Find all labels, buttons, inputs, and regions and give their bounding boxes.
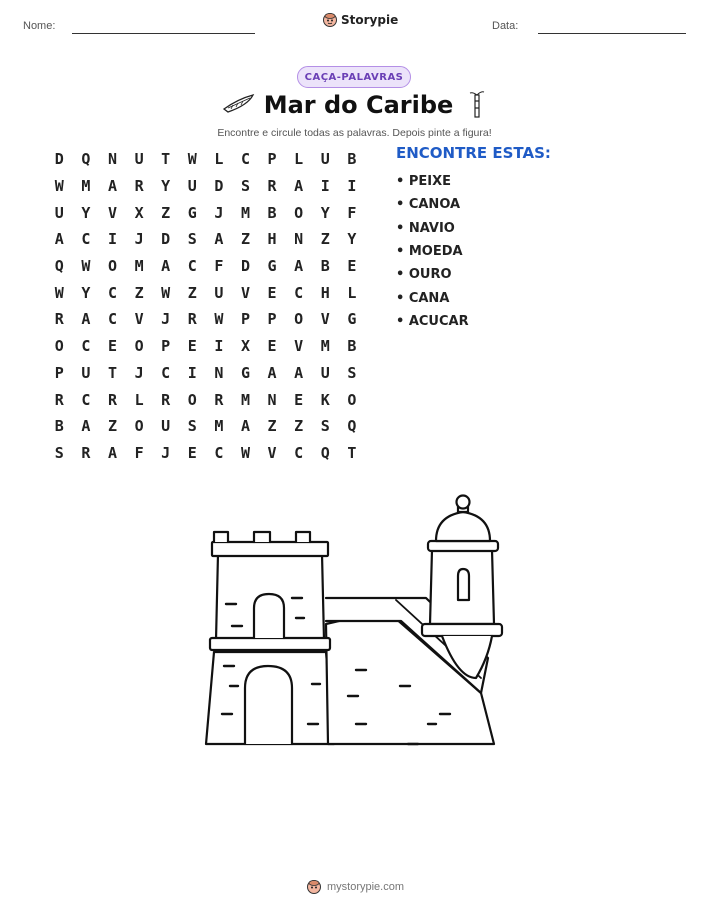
grid-letter[interactable]: P [54,363,64,382]
grid-letter[interactable]: W [240,443,250,462]
grid-letter[interactable]: P [267,310,277,329]
grid-row [46,173,368,200]
grid-letter[interactable]: C [107,310,117,329]
grid-row [46,386,368,413]
grid-letter[interactable]: R [187,310,197,329]
grid-letter[interactable]: A [294,177,304,196]
grid-letter[interactable]: X [134,203,144,222]
grid-letter[interactable]: U [134,150,144,169]
grid-letter[interactable]: C [214,443,224,462]
grid-letter[interactable]: Z [107,417,117,436]
grid-letter[interactable]: P [267,150,277,169]
grid-letter[interactable]: W [54,177,64,196]
canoe-icon [222,91,256,117]
grid-letter[interactable]: R [134,177,144,196]
grid-letter[interactable]: Q [347,417,357,436]
grid-letter[interactable]: W [81,257,91,276]
grid-letter[interactable]: B [54,417,64,436]
grid-letter[interactable]: W [161,283,171,302]
grid-letter[interactable]: C [81,337,91,356]
grid-letter[interactable]: V [107,203,117,222]
grid-letter[interactable]: V [267,443,277,462]
grid-letter[interactable]: Q [320,443,330,462]
grid-letter[interactable]: Z [320,230,330,249]
activity-badge: CAÇA-PALAVRAS [297,66,411,88]
grid-letter[interactable]: F [134,443,144,462]
grid-letter[interactable]: S [320,417,330,436]
grid-letter[interactable]: I [187,363,197,382]
grid-letter[interactable]: B [320,257,330,276]
grid-letter[interactable]: Y [347,230,357,249]
date-line [538,33,686,34]
grid-letter[interactable]: D [161,230,171,249]
grid-letter[interactable]: U [214,283,224,302]
grid-row [46,360,368,387]
grid-letter[interactable]: M [81,177,91,196]
grid-letter[interactable]: Z [240,230,250,249]
grid-letter[interactable]: C [187,257,197,276]
grid-letter[interactable]: V [134,310,144,329]
grid-letter[interactable]: D [240,257,250,276]
main-door [245,666,292,744]
grid-letter[interactable]: R [54,390,64,409]
sentry-window [458,569,469,600]
grid-letter[interactable]: R [81,443,91,462]
grid-letter[interactable]: Z [187,283,197,302]
grid-letter[interactable]: C [107,283,117,302]
grid-letter[interactable]: P [240,310,250,329]
grid-letter[interactable]: B [267,203,277,222]
grid-letter[interactable]: A [54,230,64,249]
word-list-item: • MOEDA [396,244,463,260]
grid-letter[interactable]: M [214,417,224,436]
grid-letter[interactable]: Z [294,417,304,436]
fortress-illustration [196,488,506,752]
grid-letter[interactable]: E [107,337,117,356]
grid-letter[interactable]: N [294,230,304,249]
page-title-text: Mar do Caribe [263,91,454,119]
grid-letter[interactable]: I [214,337,224,356]
word-list [396,170,469,333]
grid-row [46,253,368,280]
word-list-item: • CANA [396,290,450,306]
grid-letter[interactable]: A [294,363,304,382]
grid-letter[interactable]: Y [161,177,171,196]
grid-letter[interactable]: A [294,257,304,276]
grid-letter[interactable]: T [161,150,171,169]
grid-letter[interactable]: S [347,363,357,382]
grid-letter[interactable]: M [134,257,144,276]
grid-letter[interactable]: I [320,177,330,196]
grid-letter[interactable]: U [81,363,91,382]
grid-letter[interactable]: O [134,337,144,356]
grid-row [46,199,368,226]
grid-letter[interactable]: C [161,363,171,382]
grid-letter[interactable]: A [267,363,277,382]
grid-letter[interactable]: D [214,177,224,196]
instructions: Encontre e circule todas as palavras. Depois pinte a figura! [217,127,492,139]
grid-letter[interactable]: Q [54,257,64,276]
grid-letter[interactable]: S [187,417,197,436]
grid-letter[interactable]: Z [161,203,171,222]
grid-letter[interactable]: T [347,443,357,462]
grid-letter[interactable]: O [54,337,64,356]
date-label: Data: [492,20,519,32]
grid-letter[interactable]: P [161,337,171,356]
grid-letter[interactable]: S [187,230,197,249]
grid-letter[interactable]: L [294,150,304,169]
grid-letter[interactable]: G [267,257,277,276]
word-list-item: • PEIXE [396,174,451,190]
grid-letter[interactable]: A [240,417,250,436]
grid-letter[interactable]: O [187,390,197,409]
grid-letter[interactable]: F [347,203,357,222]
grid-letter[interactable]: A [161,257,171,276]
grid-letter[interactable]: J [161,310,171,329]
grid-letter[interactable]: O [294,310,304,329]
grid-letter[interactable]: B [347,150,357,169]
grid-row [46,146,368,173]
grid-letter[interactable]: C [81,230,91,249]
grid-letter[interactable]: E [187,337,197,356]
grid-letter[interactable]: L [214,150,224,169]
grid-letter[interactable]: G [347,310,357,329]
grid-letter[interactable]: U [320,363,330,382]
grid-letter[interactable]: M [240,390,250,409]
word-list-item: • NAVIO [396,220,455,236]
grid-letter[interactable]: J [134,363,144,382]
grid-letter[interactable]: W [187,150,197,169]
grid-letter[interactable]: R [54,310,64,329]
grid-letter[interactable]: H [320,283,330,302]
grid-letter[interactable]: A [107,177,117,196]
grid-letter[interactable]: R [161,390,171,409]
grid-row [46,306,368,333]
grid-letter[interactable]: C [294,443,304,462]
grid-letter[interactable]: T [107,363,117,382]
grid-letter[interactable]: R [107,390,117,409]
word-list-item: • ACUCAR [396,313,469,329]
grid-letter[interactable]: Y [320,203,330,222]
grid-letter[interactable]: L [347,283,357,302]
grid-letter[interactable]: J [161,443,171,462]
grid-letter[interactable]: J [214,203,224,222]
tower-window [254,594,284,638]
grid-letter[interactable]: Z [267,417,277,436]
grid-row [46,226,368,253]
grid-letter[interactable]: O [107,257,117,276]
grid-letter[interactable]: C [294,283,304,302]
page-title [0,91,709,119]
grid-letter[interactable]: Y [81,283,91,302]
grid-letter[interactable]: U [320,150,330,169]
grid-letter[interactable]: A [81,310,91,329]
word-list-title: ENCONTRE ESTAS: [396,144,551,162]
grid-letter[interactable]: I [347,177,357,196]
grid-letter[interactable]: U [161,417,171,436]
grid-letter[interactable]: V [294,337,304,356]
grid-letter[interactable]: R [267,177,277,196]
grid-letter[interactable]: U [187,177,197,196]
grid-letter[interactable]: U [54,203,64,222]
grid-letter[interactable]: M [240,203,250,222]
grid-letter[interactable]: A [214,230,224,249]
grid-letter[interactable]: O [294,203,304,222]
grid-letter[interactable]: W [54,283,64,302]
name-line [72,33,255,34]
grid-letter[interactable]: V [240,283,250,302]
grid-letter[interactable]: L [134,390,144,409]
grid-letter[interactable]: R [214,390,224,409]
grid-letter[interactable]: Q [81,150,91,169]
grid-letter[interactable]: Y [81,203,91,222]
grid-letter[interactable]: Z [134,283,144,302]
grid-letter[interactable]: N [267,390,277,409]
sugarcane-icon [467,91,487,119]
storypie-logo [322,12,398,28]
storypie-mascot-icon [306,879,322,895]
name-label: Nome: [23,20,56,32]
grid-letter[interactable]: E [267,283,277,302]
tower-ledge [210,638,330,650]
grid-letter[interactable]: D [54,150,64,169]
grid-letter[interactable]: E [187,443,197,462]
grid-letter[interactable]: M [320,337,330,356]
logo-text: Storypie [341,13,399,27]
grid-row [46,440,368,467]
grid-letter[interactable]: A [81,417,91,436]
grid-letter[interactable]: G [187,203,197,222]
grid-letter[interactable]: G [240,363,250,382]
grid-letter[interactable]: K [320,390,330,409]
grid-row [46,333,368,360]
grid-letter[interactable]: B [347,337,357,356]
grid-letter[interactable]: N [107,150,117,169]
storypie-mascot-icon [322,12,338,28]
grid-letter[interactable]: N [214,363,224,382]
grid-letter[interactable]: O [134,417,144,436]
grid-letter[interactable]: E [294,390,304,409]
grid-letter[interactable]: I [107,230,117,249]
grid-letter[interactable]: O [347,390,357,409]
grid-letter[interactable]: J [134,230,144,249]
grid-letter[interactable]: F [214,257,224,276]
grid-letter[interactable]: V [320,310,330,329]
footer-url[interactable]: mystorypie.com [327,881,405,893]
grid-letter[interactable]: X [240,337,250,356]
grid-letter[interactable]: S [54,443,64,462]
grid-letter[interactable]: C [240,150,250,169]
grid-row [46,279,368,306]
word-list-item: • OURO [396,267,452,283]
grid-letter[interactable]: S [240,177,250,196]
grid-letter[interactable]: H [267,230,277,249]
footer [306,879,404,895]
grid-letter[interactable]: E [347,257,357,276]
grid-row [46,413,368,440]
grid-letter[interactable]: C [81,390,91,409]
grid-letter[interactable]: E [267,337,277,356]
grid-letter[interactable]: A [107,443,117,462]
grid-letter[interactable]: W [214,310,224,329]
word-list-item: • CANOA [396,197,461,213]
word-search-grid [46,146,368,466]
